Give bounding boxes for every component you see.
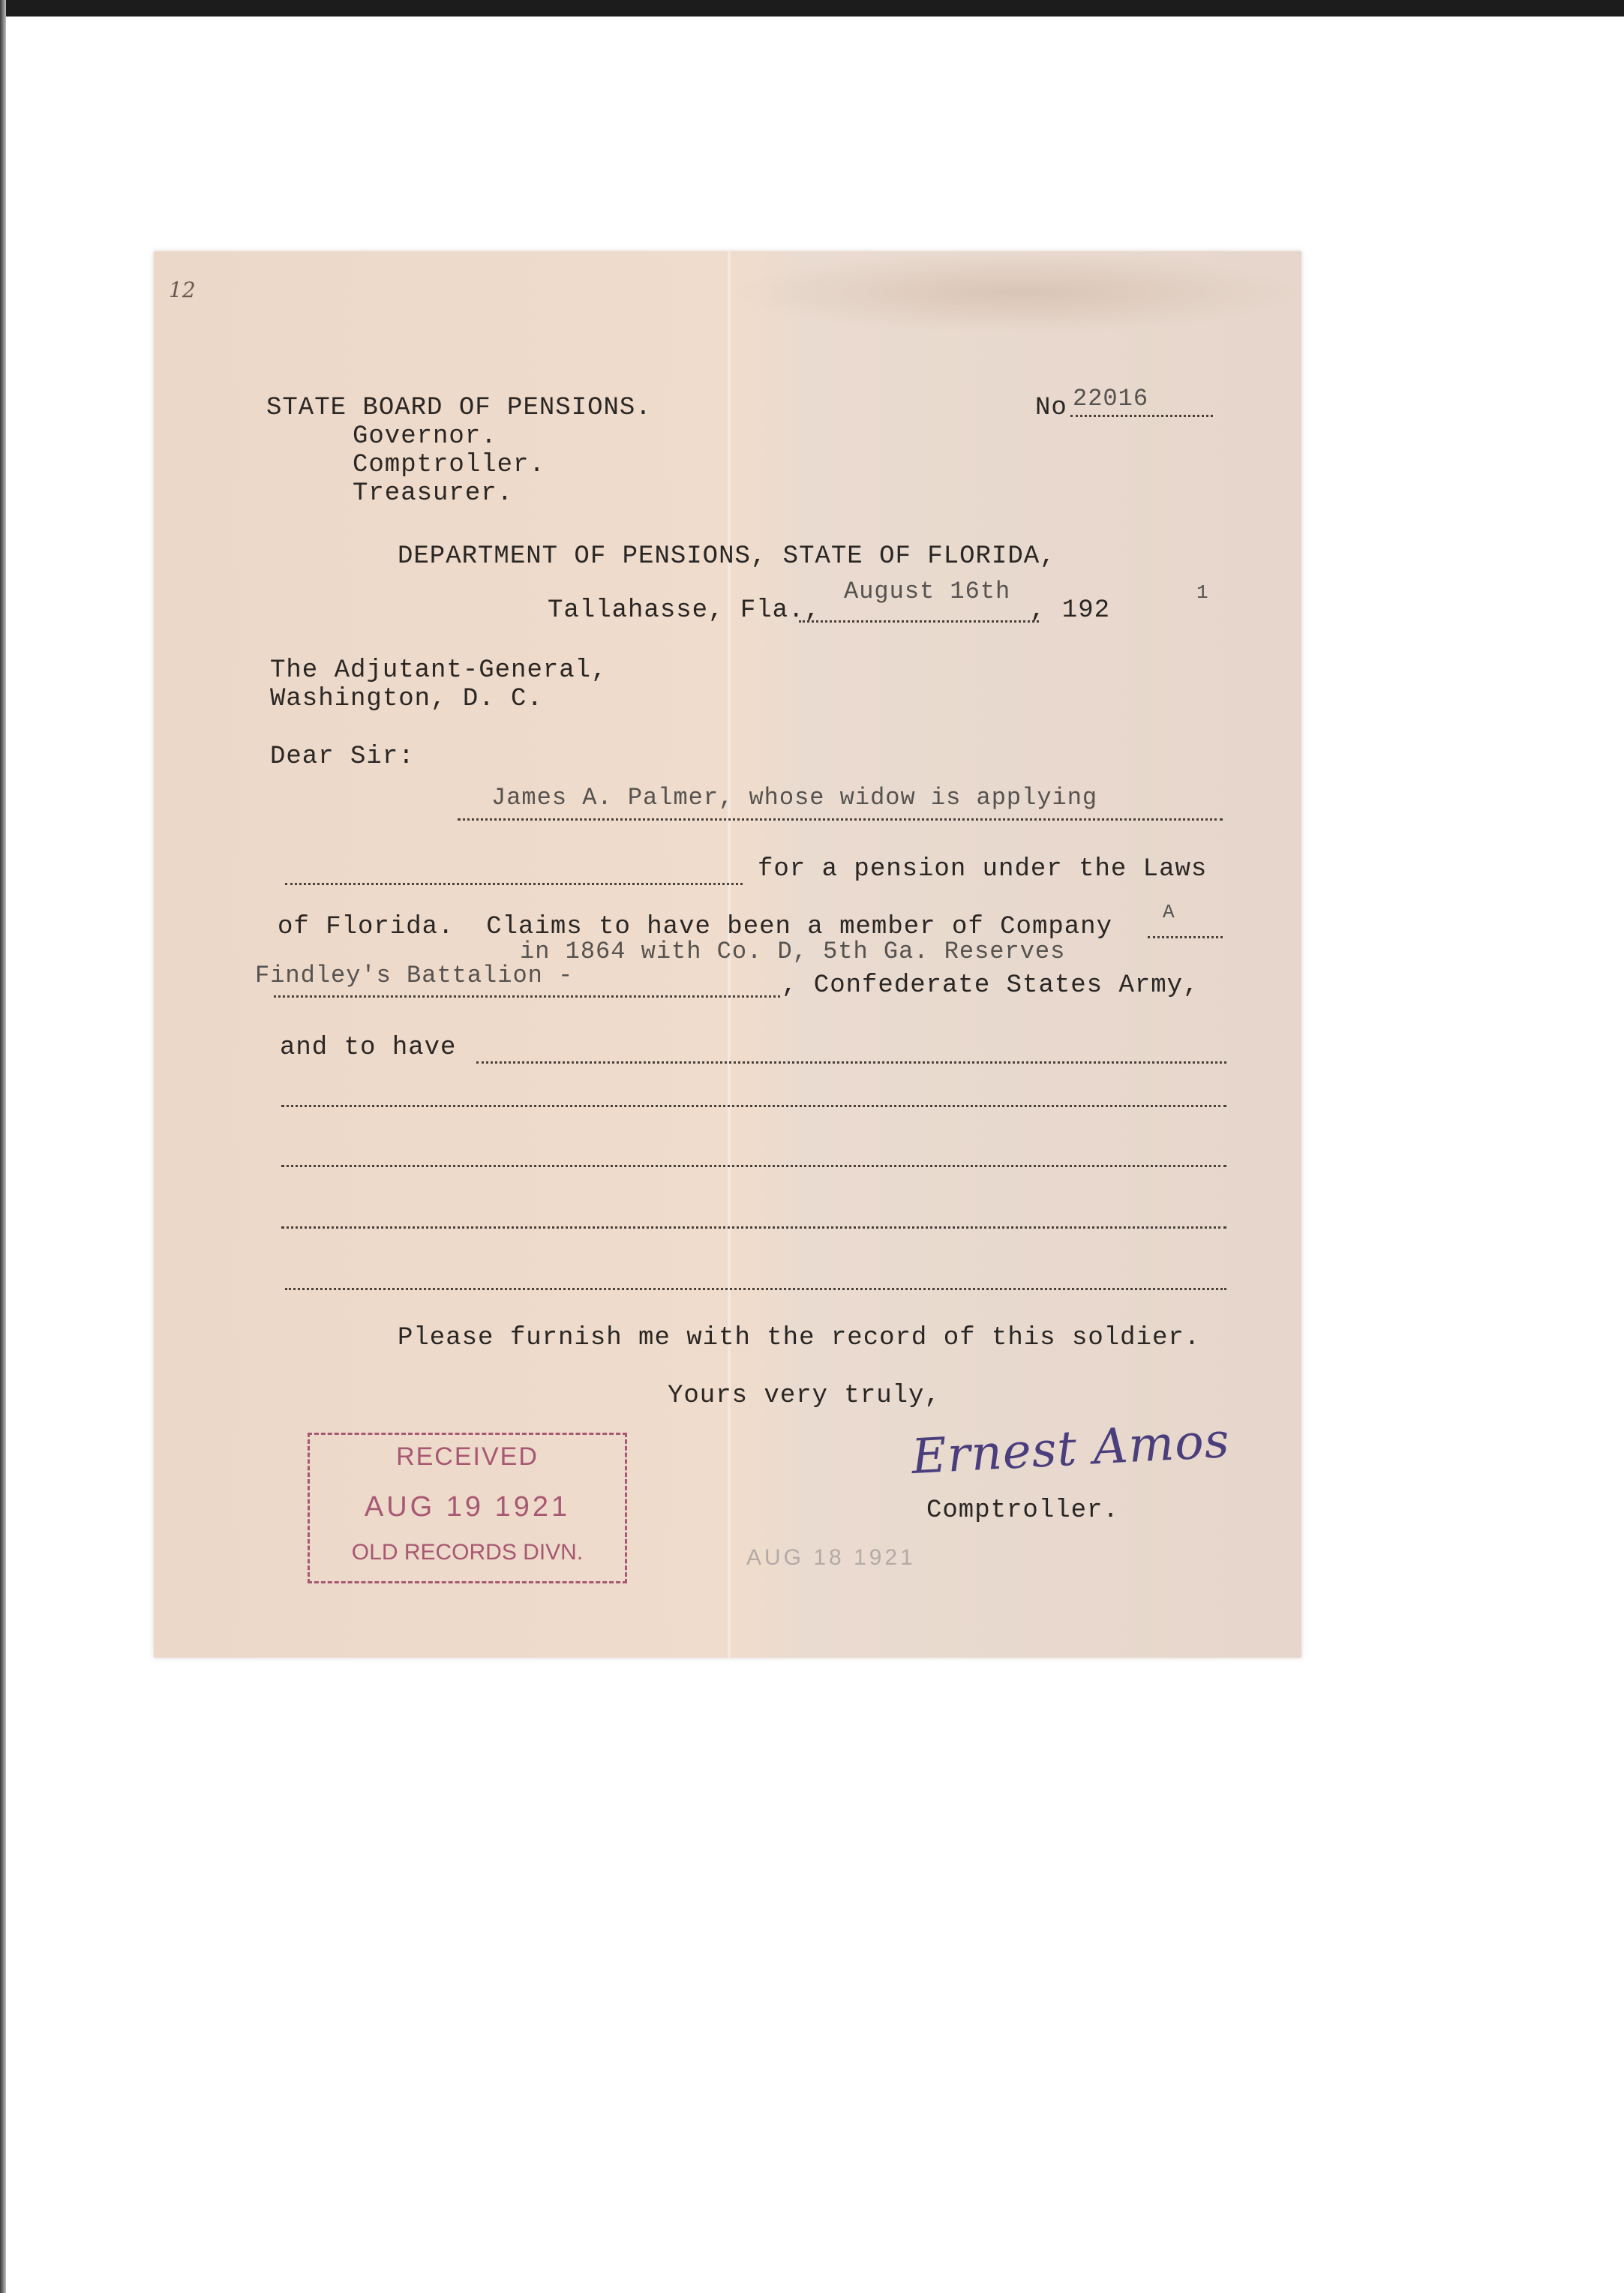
- pension-letter: [154, 251, 1301, 1658]
- number-value: 22016: [1073, 385, 1149, 413]
- number-label: No: [1035, 394, 1067, 422]
- stamp-received: RECEIVED: [396, 1442, 539, 1471]
- claims-text: of Florida. Claims to have been a member of Company: [278, 913, 1112, 941]
- battalion-fill: Findley's Battalion -: [255, 962, 574, 989]
- faded-stamp-date: AUG 18 1921: [746, 1545, 916, 1570]
- department-line: DEPARTMENT OF PENSIONS, STATE OF FLORIDA,: [398, 542, 1056, 571]
- board-member-governor: Governor.: [353, 422, 497, 451]
- closing: Yours very truly,: [668, 1382, 941, 1410]
- remarks-line-1: [476, 1061, 1226, 1064]
- and-to-have: and to have: [280, 1034, 457, 1062]
- board-member-comptroller: Comptroller.: [353, 451, 545, 479]
- company-extra-fill: in 1864 with Co. D, 5th Ga. Reserves: [520, 938, 1066, 965]
- year-prefix: , 192: [1030, 596, 1111, 625]
- signer-title: Comptroller.: [926, 1496, 1119, 1525]
- stamp-date: AUG 19 1921: [364, 1491, 571, 1523]
- board-heading: STATE BOARD OF PENSIONS.: [266, 394, 652, 422]
- remarks-line-5: [285, 1288, 1226, 1290]
- company-value: A: [1163, 901, 1175, 923]
- for-pension-text: for a pension under the Laws: [758, 855, 1208, 884]
- addressee-line-2: Washington, D. C.: [270, 685, 543, 713]
- addressee-line-1: The Adjutant-General,: [270, 656, 608, 685]
- army-text: , Confederate States Army,: [782, 971, 1199, 1000]
- year-suffix: 1: [1196, 581, 1209, 604]
- bleed-through-mark: [731, 251, 1301, 334]
- scan-top-edge: [0, 0, 1624, 17]
- company-line: [1148, 936, 1223, 938]
- soldier-fill: James A. Palmer, whose widow is applying: [491, 784, 1098, 812]
- corner-mark: 12: [169, 278, 196, 302]
- stamp-division: OLD RECORDS DIVN.: [351, 1540, 584, 1565]
- date-line: [799, 620, 1039, 623]
- request-text: Please furnish me with the record of this soldier.: [398, 1324, 1201, 1352]
- remarks-line-3: [281, 1165, 1226, 1167]
- number-line: [1070, 415, 1213, 417]
- applicant-line: [285, 883, 743, 885]
- soldier-line: [458, 818, 1223, 821]
- place-label: Tallahasse, Fla.,: [548, 596, 821, 625]
- remarks-line-2: [281, 1105, 1226, 1107]
- board-member-treasurer: Treasurer.: [353, 479, 514, 508]
- salutation: Dear Sir:: [270, 743, 415, 771]
- date-value: August 16th: [844, 578, 1011, 605]
- remarks-line-4: [281, 1226, 1226, 1229]
- received-stamp: [308, 1433, 627, 1583]
- battalion-line: [274, 995, 780, 998]
- signature: Ernest Amos: [910, 1412, 1232, 1486]
- scan-left-edge: [0, 0, 6, 2293]
